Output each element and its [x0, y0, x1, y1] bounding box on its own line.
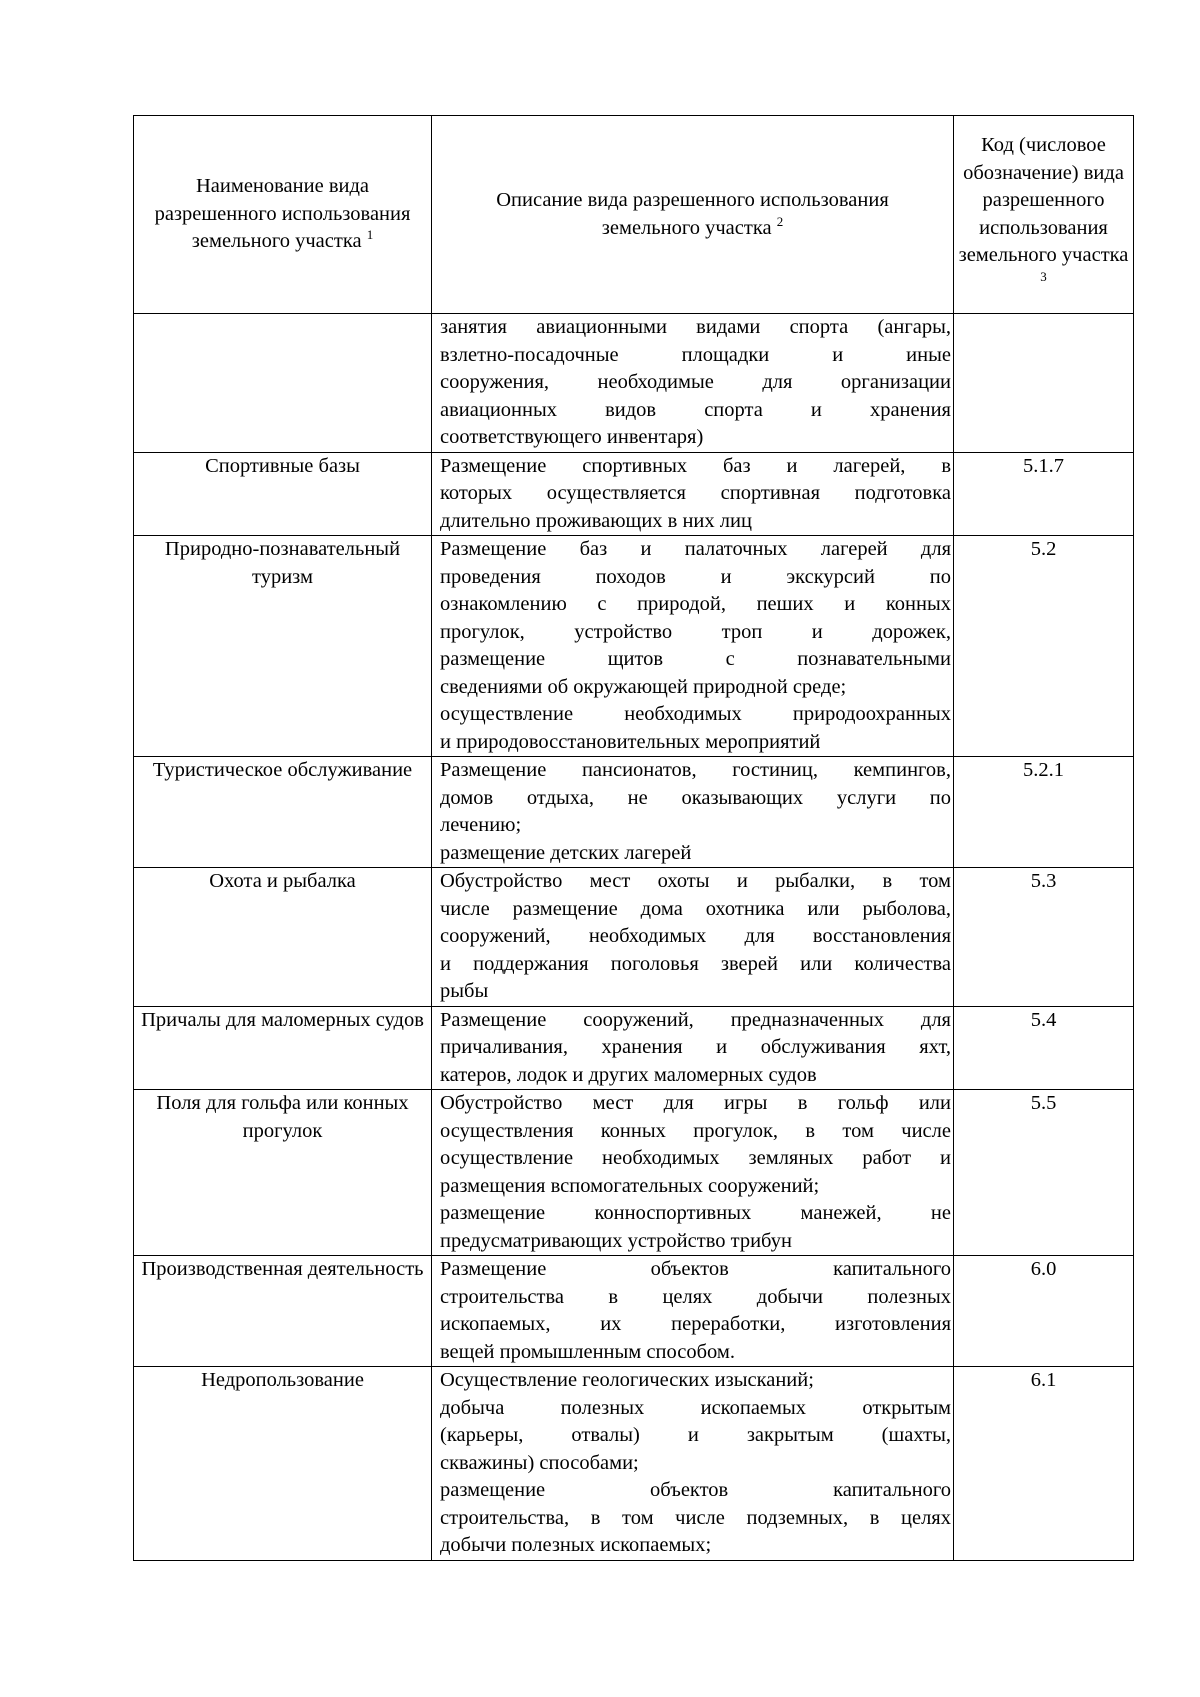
description-line: числе размещение дома охотника или рыболова, — [440, 897, 951, 920]
land-use-description-cell — [432, 1006, 954, 1090]
footnote-marker-3: 3 — [1040, 268, 1047, 284]
description-line: которых осуществляется спортивная подготовка — [440, 482, 951, 504]
table-row — [134, 757, 1134, 868]
description-line: ископаемых, их переработки, изготовления — [440, 1313, 951, 1335]
description-line: Размещение баз и палаточных лагерей для — [440, 538, 951, 560]
land-use-name-cell: Причалы для маломерных судов — [134, 1006, 432, 1090]
description-line: скважины) способами; — [440, 1451, 639, 1474]
description-line: вещей промышленным способом. — [440, 1340, 735, 1363]
description-line: домов отдыха, не оказывающих услуги по — [440, 786, 951, 809]
land-use-name-cell: Поля для гольфа или конных прогулок — [134, 1090, 432, 1256]
description-line: размещение объектов капитального — [440, 1479, 951, 1501]
table-row — [134, 1256, 1134, 1367]
description-line: Размещение спортивных баз и лагерей, в — [440, 454, 951, 477]
land-use-description-cell — [432, 536, 954, 757]
description-line: авиационных видов спорта и хранения — [440, 398, 951, 421]
table-row — [134, 1090, 1134, 1256]
footnote-marker-2: 2 — [776, 213, 784, 229]
table-row — [134, 868, 1134, 1007]
description-line: прогулок, устройство троп и дорожек, — [440, 620, 951, 643]
description-line: соответствующего инвентаря) — [440, 426, 704, 448]
land-use-description-cell — [432, 1367, 954, 1561]
description-line: причаливания, хранения и обслуживания яхт, — [440, 1036, 951, 1058]
land-use-description-cell — [432, 1090, 954, 1256]
land-use-code-cell: 5.5 — [954, 1090, 1134, 1256]
land-use-description-cell — [432, 314, 954, 453]
description-line: сведениями об окружающей природной среде; — [440, 675, 847, 698]
table-row — [134, 314, 1134, 453]
description-line: сооружений, необходимых для восстановления — [440, 925, 951, 947]
header-code-text: Код (числовое обозначение) вида разрешенного использования земельного участка — [958, 134, 1129, 266]
description-line: размещения вспомогательных сооружений; — [440, 1174, 820, 1197]
description-line: ознакомлению с природой, пеших и конных — [440, 593, 951, 615]
description-line: Размещение сооружений, предназначенных для — [440, 1008, 951, 1031]
description-line: лечению; — [440, 814, 522, 836]
header-name-text: Наименование вида разрешенного использования земельного участка — [154, 175, 411, 253]
description-line: строительства, в том числе подземных, в целях — [440, 1506, 951, 1529]
land-use-code-cell: 5.3 — [954, 868, 1134, 1007]
land-use-name-cell: Производственная деятельность — [134, 1256, 432, 1367]
land-use-code-cell: 5.4 — [954, 1006, 1134, 1090]
description-line: Обустройство мест для игры в гольф или — [440, 1092, 951, 1114]
land-use-table — [133, 115, 1134, 1561]
table-body — [134, 314, 1134, 1561]
description-line: длительно проживающих в них лиц — [440, 509, 752, 532]
description-line: добыча полезных ископаемых открытым — [440, 1396, 951, 1419]
description-line: осуществления конных прогулок, в том числе — [440, 1119, 951, 1142]
land-use-code-cell — [954, 314, 1134, 453]
description-line: добычи полезных ископаемых; — [440, 1534, 712, 1556]
header-name-cell — [134, 116, 432, 314]
description-line: рыбы — [440, 980, 489, 1002]
description-line: размещение детских лагерей — [440, 841, 692, 864]
description-line: (карьеры, отвалы) и закрытым (шахты, — [440, 1424, 951, 1446]
land-use-name-cell: Недропользование — [134, 1367, 432, 1561]
table-row — [134, 536, 1134, 757]
land-use-description-cell — [432, 452, 954, 536]
description-line: Размещение объектов капитального — [440, 1258, 951, 1280]
description-line: сооружения, необходимые для организации — [440, 371, 951, 393]
land-use-name-cell: Охота и рыбалка — [134, 868, 432, 1007]
land-use-name-cell: Природно-познавательный туризм — [134, 536, 432, 757]
table-header-row — [134, 116, 1134, 314]
description-line: проведения походов и экскурсий по — [440, 565, 951, 588]
land-use-name-cell: Туристическое обслуживание — [134, 757, 432, 868]
land-use-code-cell: 5.2 — [954, 536, 1134, 757]
land-use-description-cell — [432, 757, 954, 868]
description-line: Обустройство мест охоты и рыбалки, в том — [440, 870, 951, 892]
land-use-name-cell — [134, 314, 432, 453]
land-use-description-cell — [432, 868, 954, 1007]
description-line: катеров, лодок и других маломерных судов — [440, 1063, 817, 1086]
description-line: размещение конноспортивных манежей, не — [440, 1202, 951, 1224]
description-line: и поддержания поголовья зверей или количества — [440, 952, 951, 975]
description-line: осуществление необходимых земляных работ и — [440, 1147, 951, 1169]
table-row — [134, 1367, 1134, 1561]
table-row — [134, 452, 1134, 536]
land-use-code-cell: 5.2.1 — [954, 757, 1134, 868]
footnote-marker-1: 1 — [366, 227, 374, 243]
description-line: предусматривающих устройство трибун — [440, 1229, 792, 1252]
description-line: осуществление необходимых природоохранных — [440, 703, 951, 725]
description-line: и природовосстановительных мероприятий — [440, 730, 821, 753]
description-line: занятия авиационными видами спорта (ангары, — [440, 316, 951, 338]
description-line: строительства в целях добычи полезных — [440, 1285, 951, 1308]
description-line: Размещение пансионатов, гостиниц, кемпингов, — [440, 759, 951, 781]
land-use-description-cell — [432, 1256, 954, 1367]
header-description-text: Описание вида разрешенного использования земельного участка — [496, 189, 889, 239]
description-line: размещение щитов с познавательными — [440, 648, 951, 670]
land-use-code-cell: 6.0 — [954, 1256, 1134, 1367]
description-line: Осуществление геологических изысканий; — [440, 1369, 814, 1391]
land-use-code-cell: 5.1.7 — [954, 452, 1134, 536]
header-description-cell — [432, 116, 954, 314]
header-code-cell — [954, 116, 1134, 314]
land-use-name-cell: Спортивные базы — [134, 452, 432, 536]
land-use-code-cell: 6.1 — [954, 1367, 1134, 1561]
table-row — [134, 1006, 1134, 1090]
description-line: взлетно-посадочные площадки и иные — [440, 343, 951, 366]
